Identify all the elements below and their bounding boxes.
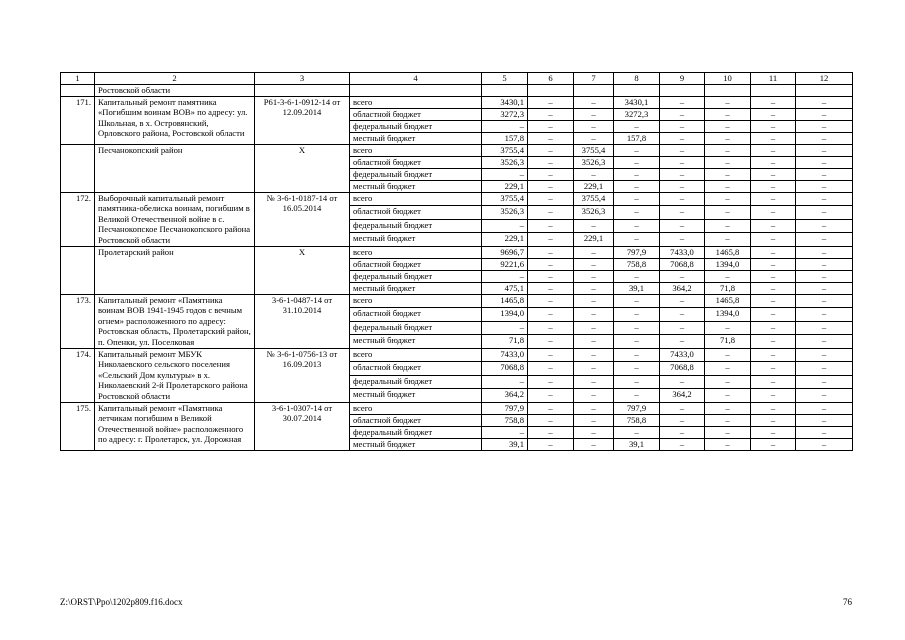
table-row (61, 348, 853, 361)
amount-cell: – (482, 219, 528, 232)
item-number: 175. (61, 402, 95, 450)
funding-source: федеральный бюджет (350, 321, 482, 334)
amount-cell: – (528, 282, 574, 294)
amount-cell: – (751, 108, 796, 120)
amount-cell: – (574, 96, 614, 108)
amount-cell: 1465,8 (482, 294, 528, 307)
amount-cell: 39,1 (482, 438, 528, 450)
amount-cell: – (705, 120, 751, 132)
amount-cell: 3272,3 (482, 108, 528, 120)
amount-cell: 797,9 (482, 402, 528, 414)
amount-cell: – (660, 120, 705, 132)
amount-cell: 758,8 (614, 414, 660, 426)
amount-cell: – (751, 402, 796, 414)
item-number: 171. (61, 96, 95, 144)
amount-cell: – (751, 270, 796, 282)
continuation-row (61, 85, 853, 97)
amount-cell: – (660, 335, 705, 349)
amount-cell: – (614, 144, 660, 156)
amount-cell: – (660, 308, 705, 321)
amount-cell: – (660, 375, 705, 388)
amount-cell: – (751, 258, 796, 270)
amount-cell: – (614, 426, 660, 438)
item-number: 174. (61, 348, 95, 402)
amount-cell: – (574, 426, 614, 438)
column-number: 4 (350, 73, 482, 85)
document-ref: Х (255, 246, 350, 294)
amount-cell: – (574, 388, 614, 402)
amount-cell: – (574, 402, 614, 414)
amount-cell: – (614, 219, 660, 232)
amount-cell: – (528, 270, 574, 282)
amount-cell: – (482, 426, 528, 438)
amount-cell: – (614, 168, 660, 180)
document-ref: № 3-6-1-0187-14 от 16.05.2014 (255, 192, 350, 246)
amount-cell: – (614, 120, 660, 132)
amount-cell: – (660, 426, 705, 438)
amount-cell: – (751, 282, 796, 294)
amount-cell: – (614, 294, 660, 307)
amount-cell: – (751, 120, 796, 132)
amount-cell: 229,1 (574, 180, 614, 192)
amount-cell: – (660, 270, 705, 282)
amount-cell: – (528, 348, 574, 361)
table-row (61, 246, 853, 258)
amount-cell: 3526,3 (482, 156, 528, 168)
amount-cell: 7068,8 (482, 362, 528, 375)
amount-cell: 39,1 (614, 282, 660, 294)
column-number: 6 (528, 73, 574, 85)
amount-cell: – (796, 180, 853, 192)
amount-cell: 3755,4 (482, 144, 528, 156)
amount-cell: – (528, 219, 574, 232)
amount-cell: – (482, 120, 528, 132)
amount-cell: 157,8 (614, 132, 660, 144)
amount-cell: – (751, 375, 796, 388)
amount-cell: – (660, 132, 705, 144)
amount-cell: – (574, 258, 614, 270)
amount-cell: – (574, 321, 614, 334)
table-row (61, 402, 853, 414)
amount-cell: – (614, 362, 660, 375)
amount-cell: 3430,1 (614, 96, 660, 108)
amount-cell: – (751, 414, 796, 426)
funding-source: федеральный бюджет (350, 426, 482, 438)
amount-cell: – (574, 270, 614, 282)
funding-source: федеральный бюджет (350, 270, 482, 282)
page-number: 76 (843, 597, 852, 607)
amount-cell: – (751, 180, 796, 192)
amount-cell: – (796, 144, 853, 156)
amount-cell: – (751, 192, 796, 205)
amount-cell: – (660, 168, 705, 180)
amount-cell: – (614, 270, 660, 282)
amount-cell: – (796, 168, 853, 180)
amount-cell: – (528, 132, 574, 144)
amount-cell: – (751, 246, 796, 258)
amount-cell: – (705, 192, 751, 205)
column-number: 3 (255, 73, 350, 85)
funding-source: всего (350, 348, 482, 361)
amount-cell: – (614, 388, 660, 402)
amount-cell: – (796, 192, 853, 205)
amount-cell: – (528, 321, 574, 334)
amount-cell: – (528, 414, 574, 426)
amount-cell: – (528, 180, 574, 192)
amount-cell: 1394,0 (705, 258, 751, 270)
amount-cell: 758,8 (482, 414, 528, 426)
column-number: 9 (660, 73, 705, 85)
amount-cell: – (705, 108, 751, 120)
funding-source: федеральный бюджет (350, 120, 482, 132)
amount-cell: – (751, 362, 796, 375)
funding-source: федеральный бюджет (350, 219, 482, 232)
amount-cell: 758,8 (614, 258, 660, 270)
amount-cell: – (751, 96, 796, 108)
funding-source: всего (350, 294, 482, 307)
amount-cell: – (528, 375, 574, 388)
amount-cell: 475,1 (482, 282, 528, 294)
column-number: 5 (482, 73, 528, 85)
amount-cell: – (796, 438, 853, 450)
item-name: Выборочный капитальный ремонт памятника-обелиска воинам, погибшим в Великой Отечественной войне в с. Песчанокопское Песчанокопского района Ростовской области (95, 192, 255, 246)
amount-cell: – (751, 335, 796, 349)
item-name: Капитальный ремонт памятника «Погибшим воинам ВОВ» по адресу: ул. Школьная, в х. Островянский, Орловского района, Ростовской области (95, 96, 255, 144)
amount-cell: – (614, 192, 660, 205)
amount-cell: – (796, 375, 853, 388)
amount-cell: 3526,3 (574, 156, 614, 168)
amount-cell: – (660, 294, 705, 307)
amount-cell: – (574, 168, 614, 180)
amount-cell: – (796, 414, 853, 426)
amount-cell: – (528, 120, 574, 132)
amount-cell: – (751, 438, 796, 450)
amount-cell: – (705, 168, 751, 180)
column-number: 1 (61, 73, 95, 85)
amount-cell: 3272,3 (614, 108, 660, 120)
file-path: Z:\ORST\Ppo\1202p809.f16.docx (60, 597, 183, 607)
amount-cell: – (528, 144, 574, 156)
amount-cell: – (751, 388, 796, 402)
item-name: Песчанокопский район (95, 144, 255, 192)
amount-cell: – (574, 438, 614, 450)
funding-source: всего (350, 144, 482, 156)
amount-cell: 9696,7 (482, 246, 528, 258)
amount-cell: 3526,3 (482, 206, 528, 219)
funding-source: местный бюджет (350, 282, 482, 294)
funding-source: областной бюджет (350, 156, 482, 168)
amount-cell: – (574, 335, 614, 349)
document-ref: № 3-6-1-0756-13 от 16.09.2013 (255, 348, 350, 402)
funding-source: областной бюджет (350, 258, 482, 270)
amount-cell: – (614, 308, 660, 321)
amount-cell: – (796, 96, 853, 108)
funding-source: федеральный бюджет (350, 375, 482, 388)
funding-source: всего (350, 96, 482, 108)
amount-cell: – (751, 233, 796, 247)
amount-cell: – (796, 219, 853, 232)
amount-cell: – (660, 402, 705, 414)
funding-source: всего (350, 192, 482, 205)
amount-cell: – (574, 362, 614, 375)
amount-cell: 7068,8 (660, 362, 705, 375)
funding-source: областной бюджет (350, 362, 482, 375)
amount-cell: – (528, 388, 574, 402)
item-name: Капитальный ремонт «Памятника воинам ВОВ 1941-1945 годов с вечным огнем» расположенного по адресу: Ростовская область, Пролетарский район, п. Опенки, ул. Поселковая (95, 294, 255, 348)
funding-source: местный бюджет (350, 180, 482, 192)
amount-cell: 3755,4 (574, 192, 614, 205)
amount-cell: – (528, 108, 574, 120)
amount-cell: – (528, 246, 574, 258)
amount-cell: 7433,0 (660, 348, 705, 361)
amount-cell: – (796, 321, 853, 334)
amount-cell: – (705, 233, 751, 247)
amount-cell: – (660, 438, 705, 450)
amount-cell: – (751, 132, 796, 144)
amount-cell: – (528, 362, 574, 375)
amount-cell: – (528, 192, 574, 205)
amount-cell: – (528, 156, 574, 168)
table-row (61, 144, 853, 156)
amount-cell: – (751, 144, 796, 156)
table-row (61, 294, 853, 307)
amount-cell: – (796, 426, 853, 438)
amount-cell: 1465,8 (705, 246, 751, 258)
column-number: 8 (614, 73, 660, 85)
funding-source: местный бюджет (350, 438, 482, 450)
amount-cell: – (796, 362, 853, 375)
amount-cell: 7433,0 (660, 246, 705, 258)
amount-cell: – (796, 270, 853, 282)
amount-cell: – (574, 294, 614, 307)
amount-cell: – (660, 206, 705, 219)
amount-cell: 364,2 (660, 388, 705, 402)
amount-cell: 71,8 (705, 282, 751, 294)
amount-cell: 229,1 (482, 180, 528, 192)
amount-cell: – (751, 294, 796, 307)
amount-cell: 7068,8 (660, 258, 705, 270)
amount-cell: – (574, 120, 614, 132)
amount-cell: – (796, 335, 853, 349)
amount-cell: – (528, 233, 574, 247)
amount-cell: – (705, 96, 751, 108)
amount-cell: 39,1 (614, 438, 660, 450)
amount-cell: 1394,0 (482, 308, 528, 321)
budget-table (60, 72, 853, 451)
amount-cell: 3526,3 (574, 206, 614, 219)
amount-cell: – (660, 96, 705, 108)
amount-cell: – (614, 348, 660, 361)
amount-cell: – (751, 156, 796, 168)
amount-cell: – (482, 168, 528, 180)
amount-cell: – (614, 335, 660, 349)
amount-cell: – (660, 414, 705, 426)
amount-cell: – (574, 108, 614, 120)
amount-cell: – (796, 246, 853, 258)
amount-cell: – (528, 335, 574, 349)
amount-cell: – (528, 206, 574, 219)
amount-cell: – (528, 168, 574, 180)
amount-cell: – (574, 132, 614, 144)
amount-cell: – (528, 426, 574, 438)
amount-cell: – (528, 308, 574, 321)
amount-cell: 229,1 (482, 233, 528, 247)
amount-cell: 364,2 (660, 282, 705, 294)
funding-source: всего (350, 246, 482, 258)
amount-cell: 229,1 (574, 233, 614, 247)
amount-cell: – (796, 132, 853, 144)
funding-source: местный бюджет (350, 335, 482, 349)
amount-cell: – (705, 156, 751, 168)
amount-cell: – (796, 156, 853, 168)
item-number: 173. (61, 294, 95, 348)
amount-cell: – (796, 348, 853, 361)
funding-source: федеральный бюджет (350, 168, 482, 180)
amount-cell: – (482, 321, 528, 334)
amount-cell: – (614, 206, 660, 219)
amount-cell: – (705, 348, 751, 361)
amount-cell: – (660, 180, 705, 192)
amount-cell: – (660, 156, 705, 168)
amount-cell: – (751, 426, 796, 438)
amount-cell: – (614, 180, 660, 192)
amount-cell: 3755,4 (574, 144, 614, 156)
funding-source: местный бюджет (350, 233, 482, 247)
amount-cell: – (796, 388, 853, 402)
amount-cell: 364,2 (482, 388, 528, 402)
amount-cell: – (528, 438, 574, 450)
funding-source: областной бюджет (350, 308, 482, 321)
amount-cell: – (482, 375, 528, 388)
amount-cell: – (751, 348, 796, 361)
amount-cell: 7433,0 (482, 348, 528, 361)
amount-cell: – (660, 219, 705, 232)
document-ref: 3-6-1-0487-14 от 31.10.2014 (255, 294, 350, 348)
amount-cell: 71,8 (482, 335, 528, 349)
amount-cell: – (528, 96, 574, 108)
amount-cell: 3430,1 (482, 96, 528, 108)
amount-cell: – (574, 219, 614, 232)
amount-cell: – (574, 348, 614, 361)
amount-cell: – (574, 282, 614, 294)
amount-cell: – (796, 206, 853, 219)
amount-cell: 797,9 (614, 246, 660, 258)
item-name: Капитальный ремонт «Памятника летчикам погибшим в Великой Отечественной войне» расположенного по адресу: г. Пролетарск, ул. Дорожная (95, 402, 255, 450)
amount-cell: – (705, 206, 751, 219)
amount-cell: – (660, 144, 705, 156)
amount-cell: – (705, 321, 751, 334)
amount-cell: – (796, 258, 853, 270)
amount-cell: – (574, 308, 614, 321)
amount-cell: – (705, 402, 751, 414)
amount-cell: – (614, 321, 660, 334)
amount-cell: – (751, 219, 796, 232)
amount-cell: – (705, 375, 751, 388)
funding-source: всего (350, 402, 482, 414)
column-number: 7 (574, 73, 614, 85)
column-number: 2 (95, 73, 255, 85)
amount-cell: – (751, 168, 796, 180)
document-ref: Р61-3-6-1-0912-14 от 12.09.2014 (255, 96, 350, 144)
amount-cell: – (614, 156, 660, 168)
amount-cell: – (796, 308, 853, 321)
amount-cell: 797,9 (614, 402, 660, 414)
column-number: 10 (705, 73, 751, 85)
amount-cell: – (751, 321, 796, 334)
amount-cell: – (796, 233, 853, 247)
amount-cell: – (614, 233, 660, 247)
funding-source: областной бюджет (350, 206, 482, 219)
amount-cell: – (751, 308, 796, 321)
item-number (61, 246, 95, 294)
amount-cell: – (614, 375, 660, 388)
amount-cell: 1394,0 (705, 308, 751, 321)
item-name: Капитальный ремонт МБУК Николаевского сельского поселения «Сельский Дом культуры» в х. Николаевский 2-й Пролетарского района Ростовской области (95, 348, 255, 402)
amount-cell: – (660, 192, 705, 205)
amount-cell: – (705, 270, 751, 282)
funding-source: местный бюджет (350, 132, 482, 144)
amount-cell: 1465,8 (705, 294, 751, 307)
column-number: 12 (796, 73, 853, 85)
amount-cell: – (796, 108, 853, 120)
amount-cell: – (528, 402, 574, 414)
amount-cell: 157,8 (482, 132, 528, 144)
amount-cell: – (796, 294, 853, 307)
amount-cell: – (796, 120, 853, 132)
amount-cell: – (796, 402, 853, 414)
document-ref: 3-6-1-0307-14 от 30.07.2014 (255, 402, 350, 450)
amount-cell: – (482, 270, 528, 282)
amount-cell: – (705, 219, 751, 232)
item-name: Пролетарский район (95, 246, 255, 294)
amount-cell: – (705, 132, 751, 144)
amount-cell: – (705, 426, 751, 438)
continuation-text: Ростовской области (95, 85, 255, 97)
amount-cell: 9221,6 (482, 258, 528, 270)
amount-cell: – (705, 438, 751, 450)
funding-source: местный бюджет (350, 388, 482, 402)
column-header-row (61, 73, 853, 85)
amount-cell: – (705, 414, 751, 426)
funding-source: областной бюджет (350, 414, 482, 426)
amount-cell: – (528, 294, 574, 307)
table-row (61, 96, 853, 108)
amount-cell: – (705, 388, 751, 402)
amount-cell: – (705, 180, 751, 192)
table-row (61, 192, 853, 205)
amount-cell: – (574, 375, 614, 388)
column-number: 11 (751, 73, 796, 85)
amount-cell: – (660, 108, 705, 120)
amount-cell: – (796, 282, 853, 294)
amount-cell: – (660, 321, 705, 334)
amount-cell: – (705, 144, 751, 156)
amount-cell: – (705, 362, 751, 375)
amount-cell: – (574, 246, 614, 258)
amount-cell: – (660, 233, 705, 247)
amount-cell: 3755,4 (482, 192, 528, 205)
amount-cell: – (574, 414, 614, 426)
amount-cell: 71,8 (705, 335, 751, 349)
item-number: 172. (61, 192, 95, 246)
amount-cell: – (751, 206, 796, 219)
funding-source: областной бюджет (350, 108, 482, 120)
document-ref: Х (255, 144, 350, 192)
item-number (61, 144, 95, 192)
amount-cell: – (528, 258, 574, 270)
